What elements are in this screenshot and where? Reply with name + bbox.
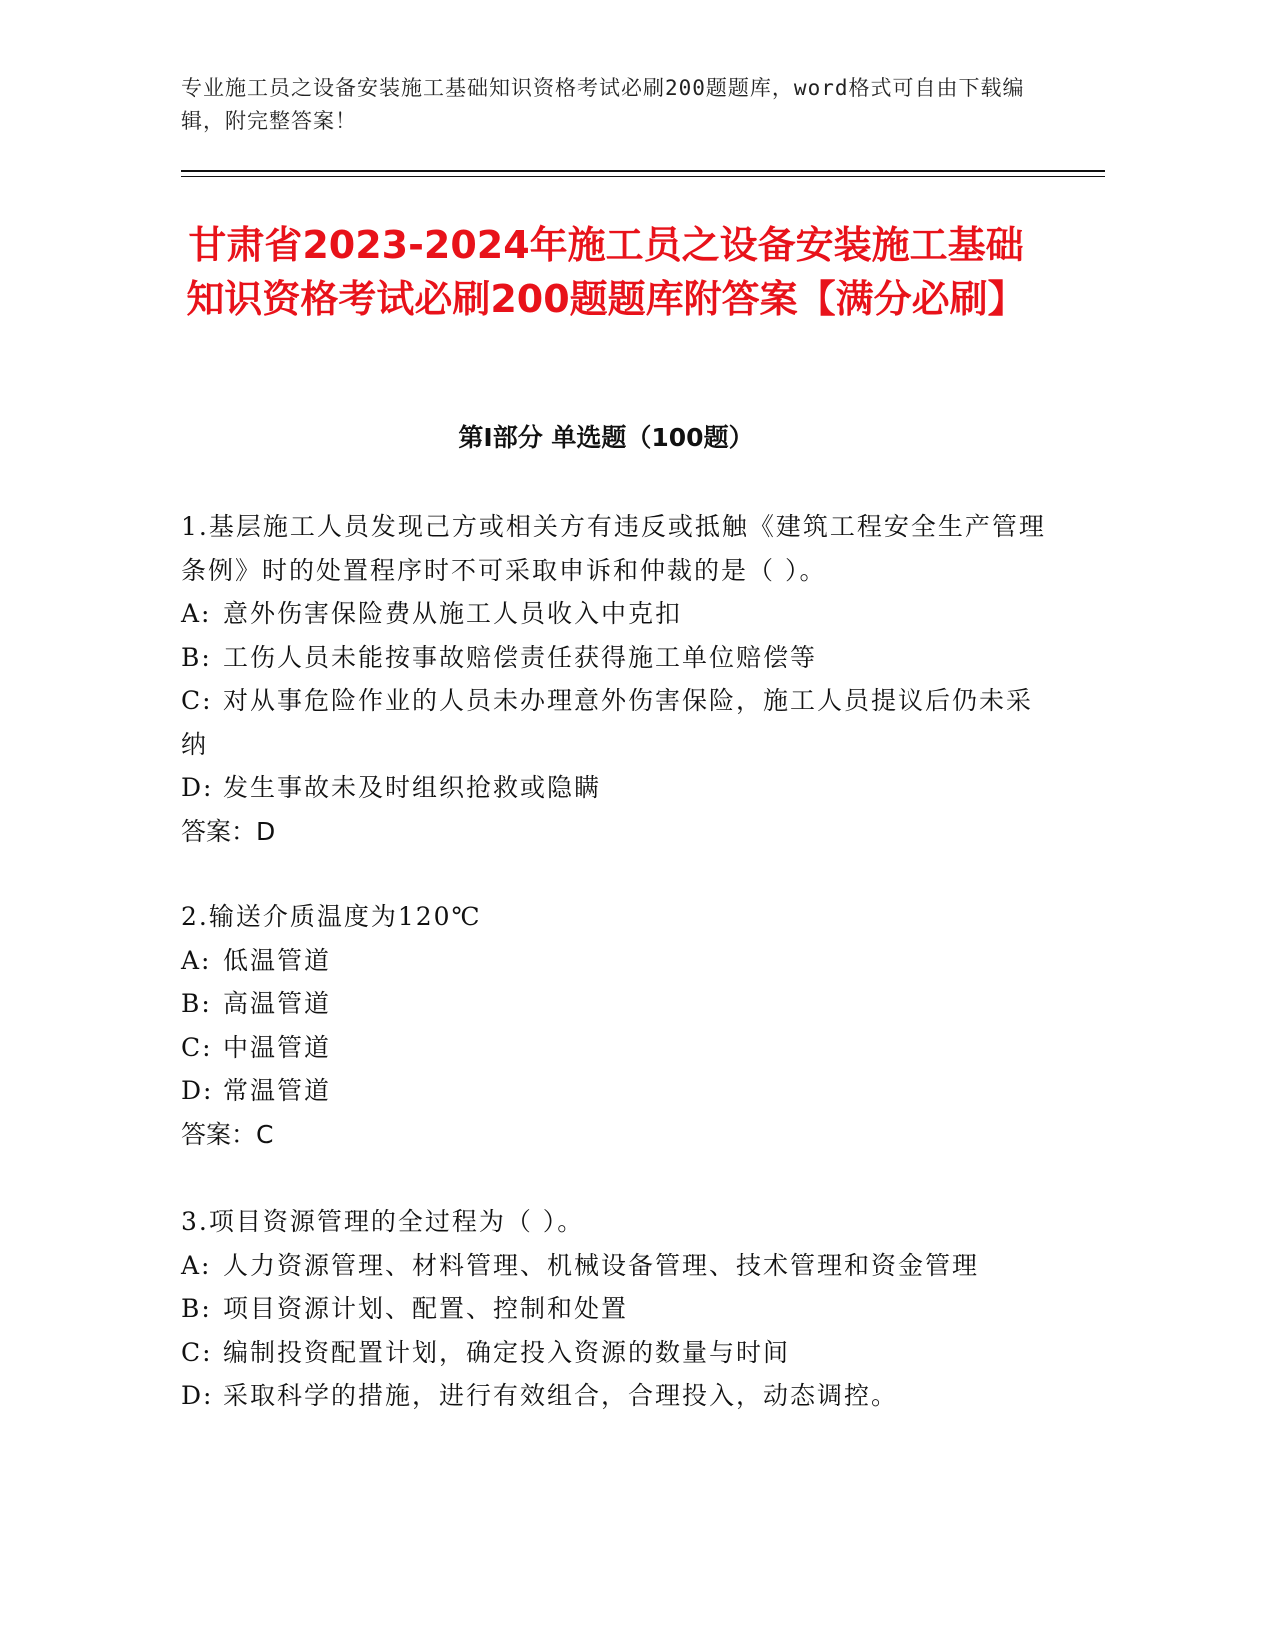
option-key: A:: [181, 945, 212, 975]
header-divider-thick: [181, 170, 1105, 172]
option-text: 发生事故未及时组织抢救或隐瞒: [223, 773, 602, 802]
option-text: 意外伤害保险费从施工人员收入中克扣: [223, 599, 683, 628]
answer-line: 答案：C: [181, 1119, 274, 1149]
option-key: B:: [181, 1294, 212, 1323]
option-text: 中温管道: [223, 1032, 332, 1062]
option-d: [181, 1374, 1051, 1418]
answer-line: 答案：D: [181, 816, 276, 846]
question-3: [181, 1200, 1051, 1418]
option-key: A:: [181, 1250, 212, 1280]
option-a: [181, 939, 1051, 983]
option-a: [181, 592, 1051, 636]
header-divider-thin: [181, 176, 1105, 177]
option-text: 低温管道: [223, 945, 332, 975]
option-text: 项目资源计划、配置、控制和处置: [223, 1294, 629, 1323]
option-text: 人力资源管理、材料管理、机械设备管理、技术管理和资金管理: [223, 1250, 980, 1280]
option-b: [181, 1287, 1051, 1331]
option-d: [181, 766, 1051, 810]
option-key: D:: [181, 773, 214, 802]
option-text: 编制投资配置计划，确定投入资源的数量与时间: [223, 1337, 791, 1367]
option-key: D:: [181, 1381, 214, 1410]
option-key: C:: [181, 686, 213, 715]
option-key: A:: [181, 599, 212, 628]
header-note: 专业施工员之设备安装施工基础知识资格考试必刷200题题库，word格式可自由下载编辑，附完整答案！: [181, 76, 1025, 133]
option-c: [181, 1331, 1051, 1375]
question-stem: 2.输送介质温度为120℃: [181, 902, 482, 931]
question-stem: 1.基层施工人员发现己方或相关方有违反或抵触《建筑工程安全生产管理条例》时的处置程序时不可采取申诉和仲裁的是（ ）。: [181, 512, 1046, 585]
option-d: [181, 1069, 1051, 1113]
section-heading: 第I部分 单选题（100题）: [458, 423, 754, 452]
option-key: C:: [181, 1032, 213, 1062]
option-c: [181, 1026, 1051, 1070]
option-text: 对从事危险作业的人员未办理意外伤害保险，施工人员提议后仍未采纳: [181, 686, 1034, 759]
option-key: B:: [181, 642, 212, 672]
option-text: 常温管道: [223, 1076, 332, 1105]
option-key: B:: [181, 989, 212, 1018]
document-title: 甘肃省2023-2024年施工员之设备安装施工基础知识资格考试必刷200题题库附答案【满分必刷】: [186, 223, 1026, 321]
option-c: [181, 679, 1051, 766]
option-text: 采取科学的措施，进行有效组合，合理投入，动态调控。: [223, 1381, 899, 1410]
option-key: D:: [181, 1076, 214, 1105]
question-stem: 3.项目资源管理的全过程为（ ）。: [181, 1207, 585, 1236]
question-2: [181, 895, 1051, 1156]
option-text: 高温管道: [223, 989, 332, 1018]
option-text: 工伤人员未能按事故赔偿责任获得施工单位赔偿等: [223, 642, 818, 672]
option-key: C:: [181, 1337, 213, 1367]
option-b: [181, 636, 1051, 680]
option-a: [181, 1244, 1051, 1288]
option-b: [181, 982, 1051, 1026]
question-1: [181, 505, 1051, 853]
